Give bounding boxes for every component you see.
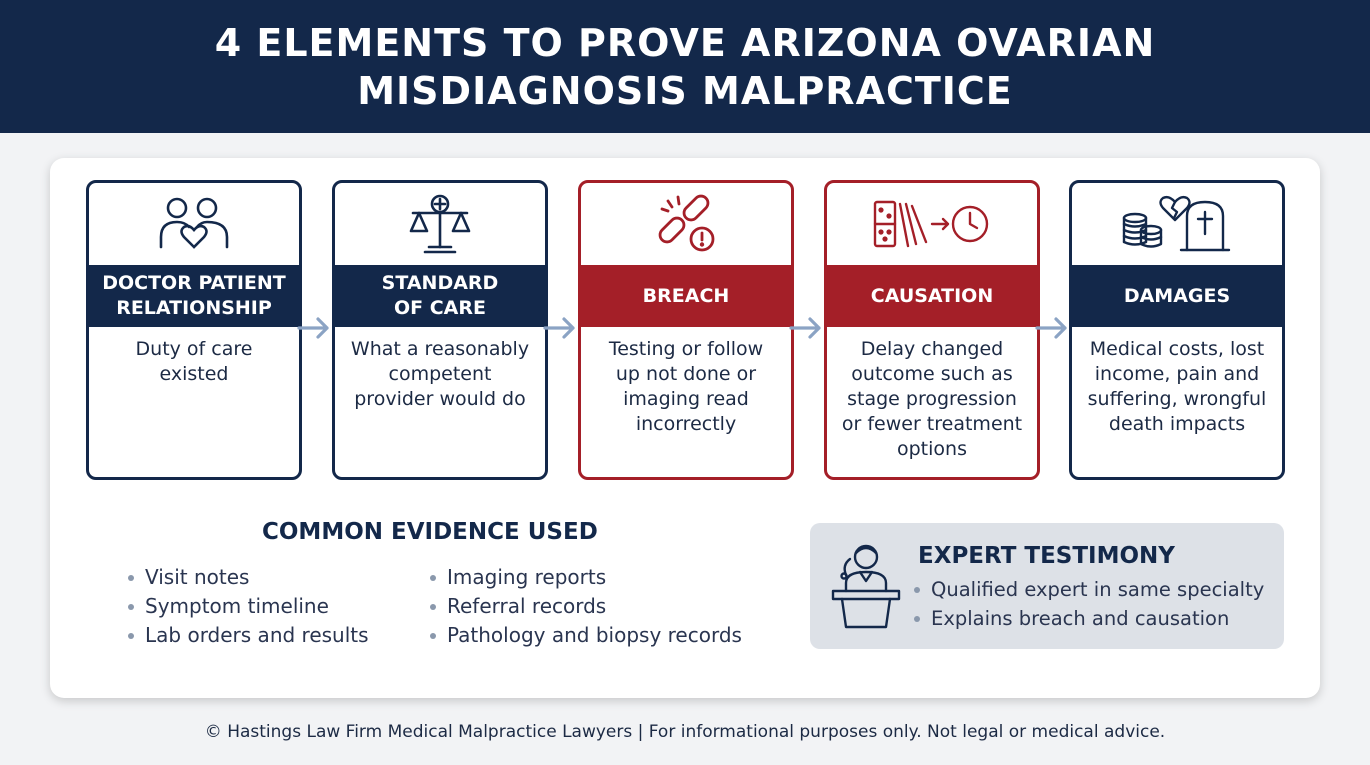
page-title-line-2: MISDIAGNOSIS MALPRACTICE: [357, 68, 1013, 113]
list-item: Qualified expert in same specialty: [914, 575, 1264, 604]
dominoes-clock-icon: [872, 196, 992, 252]
arrow-right-icon: [543, 316, 577, 340]
header-banner: [0, 0, 1370, 133]
card-title: DAMAGES: [1072, 265, 1282, 327]
broken-chain-icon: [654, 193, 718, 255]
evidence-list-right: [430, 563, 742, 650]
expert-list: [914, 575, 1264, 633]
evidence-list-left: [128, 563, 369, 650]
card-description: Duty of care existed: [135, 338, 253, 385]
list-item: Lab orders and results: [128, 621, 369, 650]
card-description: Testing or follow up not done or imaging read incorrectly: [608, 338, 764, 435]
arrow-right-icon: [789, 316, 823, 340]
card-description: Medical costs, lost income, pain and suffering, wrongful death impacts: [1087, 338, 1267, 435]
card-causation: [824, 180, 1040, 480]
people-heart-icon: [159, 195, 229, 253]
scales-icon: [407, 193, 473, 255]
footer-disclaimer: © Hastings Law Firm Medical Malpractice Lawyers | For informational purposes only. Not legal or medical advice.: [204, 722, 1166, 742]
expert-podium-icon: [830, 541, 902, 631]
arrow-right-icon: [297, 316, 331, 340]
card-damages: [1069, 180, 1285, 480]
card-title: CAUSATION: [827, 265, 1037, 327]
card-standard-of-care: [332, 180, 548, 480]
expert-testimony-box: [810, 523, 1284, 649]
evidence-title: COMMON EVIDENCE USED: [262, 519, 598, 545]
expert-title: EXPERT TESTIMONY: [918, 543, 1175, 569]
list-item: Symptom timeline: [128, 592, 369, 621]
list-item: Pathology and biopsy records: [430, 621, 742, 650]
card-description: Delay changed outcome such as stage progression or fewer treatment options: [841, 338, 1023, 460]
list-item: Explains breach and causation: [914, 604, 1264, 633]
page-title-line-1: 4 ELEMENTS TO PROVE ARIZONA OVARIAN: [214, 20, 1156, 65]
card-title: STANDARD OF CARE: [335, 265, 545, 327]
coins-heart-gravestone-icon: [1121, 194, 1233, 254]
card-doctor-patient-relationship: [86, 180, 302, 480]
card-description: What a reasonably competent provider would do: [350, 338, 530, 410]
card-title: BREACH: [581, 265, 791, 327]
list-item: Referral records: [430, 592, 742, 621]
card-title: DOCTOR PATIENT RELATIONSHIP: [89, 265, 299, 327]
list-item: Imaging reports: [430, 563, 742, 592]
card-breach: [578, 180, 794, 480]
arrow-right-icon: [1035, 316, 1069, 340]
list-item: Visit notes: [128, 563, 369, 592]
